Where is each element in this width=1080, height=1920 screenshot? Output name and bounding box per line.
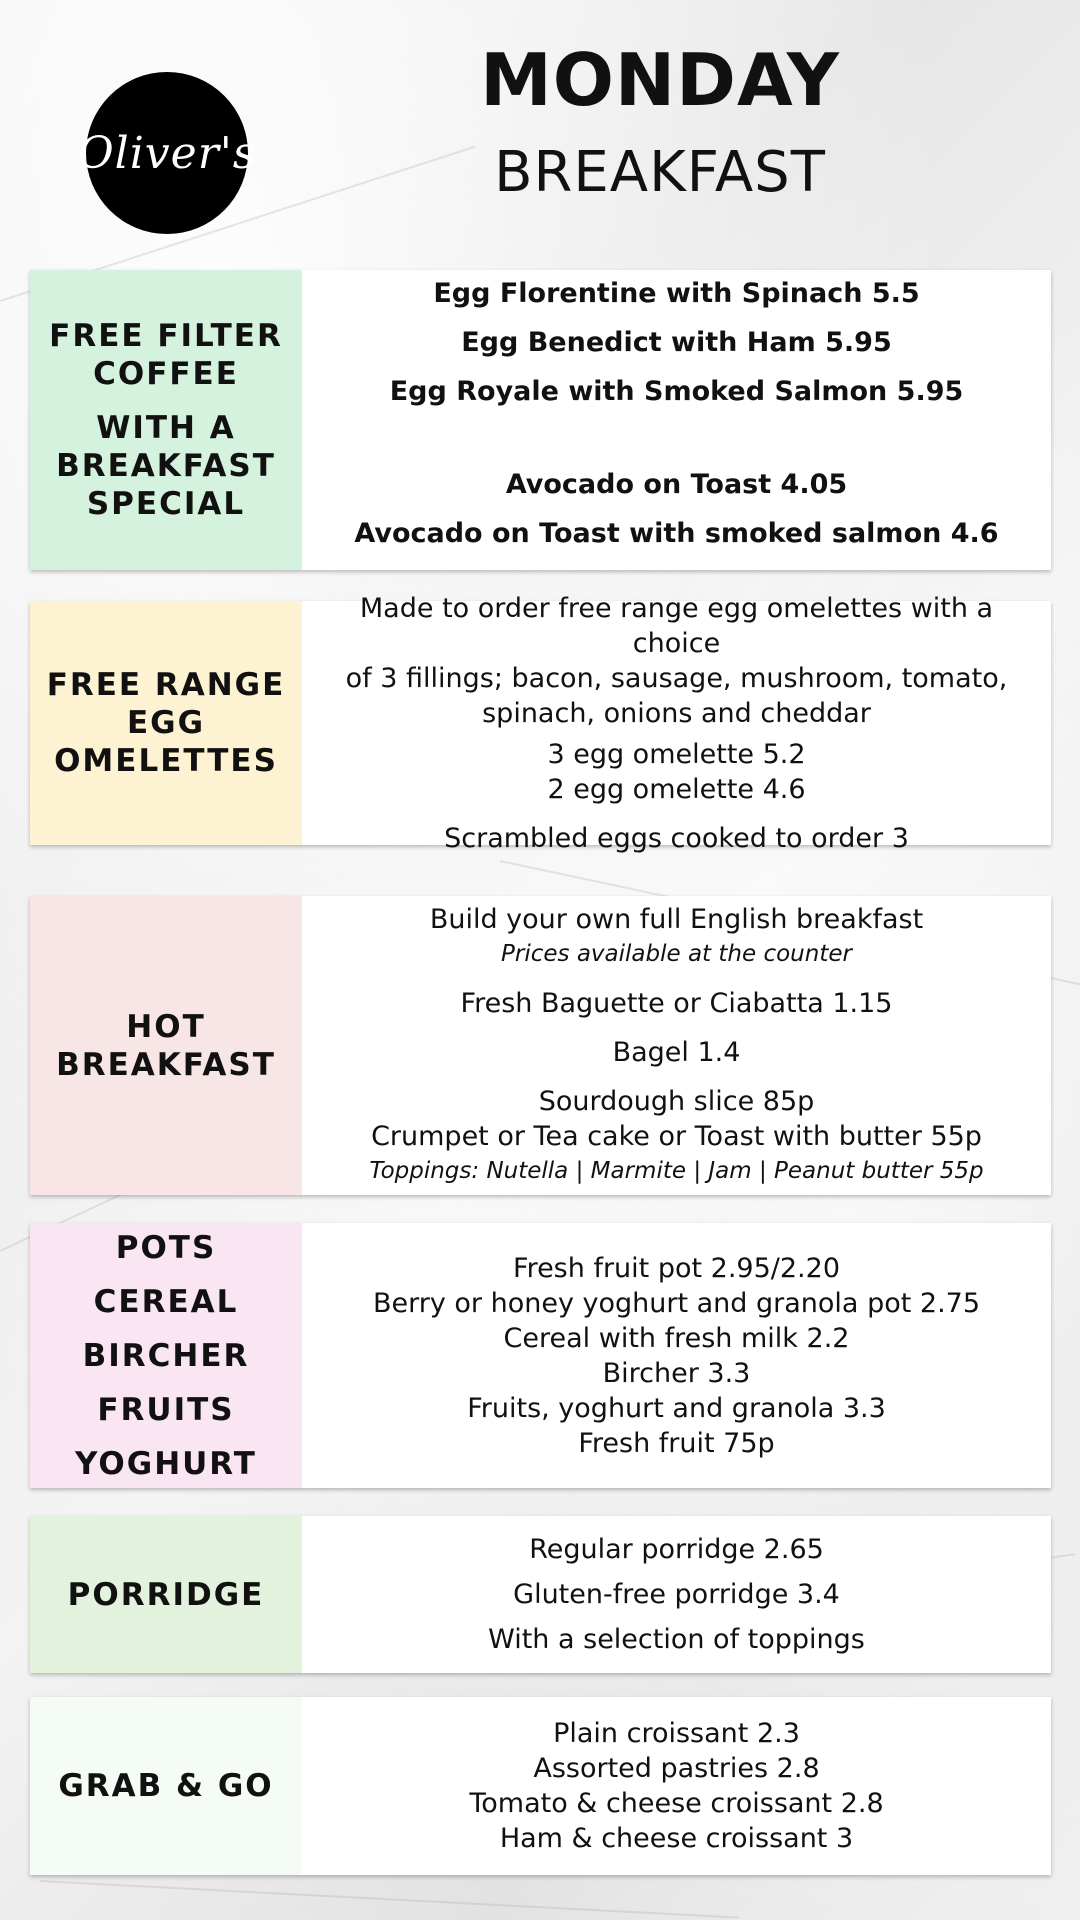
section-label — [30, 1516, 302, 1673]
marble-vein — [40, 1880, 739, 1919]
logo-text: Oliver's — [77, 127, 257, 179]
label-line: BIRCHER — [82, 1337, 250, 1374]
toppings-note: Toppings: Nutella | Marmite | Jam | Peanut butter 55p — [369, 1158, 984, 1184]
label-line: FRUITS — [97, 1391, 235, 1428]
section-label — [30, 270, 302, 570]
menu-item: Scrambled eggs cooked to order 3 — [444, 822, 909, 854]
menu-item: Sourdough slice 85p — [538, 1086, 815, 1117]
menu-item: Ham & cheese croissant 3 — [499, 1823, 854, 1854]
menu-item: 2 egg omelette 4.6 — [547, 773, 806, 805]
menu-item: Fresh fruit pot 2.95/2.20 — [513, 1252, 840, 1284]
label-line: COFFEE — [93, 356, 239, 392]
section-breakfast-special — [30, 270, 1051, 570]
section-grab-and-go — [30, 1697, 1051, 1875]
menu-item: 3 egg omelette 5.2 — [547, 738, 806, 770]
section-porridge — [30, 1516, 1051, 1673]
menu-item: Fresh Baguette or Ciabatta 1.15 — [460, 988, 893, 1019]
label-line: GRAB & GO — [58, 1768, 274, 1804]
section-content — [302, 1516, 1051, 1673]
section-label — [30, 896, 302, 1195]
meal-title: BREAKFAST — [494, 140, 826, 205]
menu-item: Plain croissant 2.3 — [553, 1718, 800, 1749]
label-line: BREAKFAST — [56, 1046, 276, 1083]
menu-item: Gluten-free porridge 3.4 — [513, 1579, 840, 1610]
label-line: POTS — [115, 1229, 217, 1266]
section-label — [30, 1223, 302, 1488]
menu-item: Avocado on Toast 4.05 — [505, 469, 848, 500]
section-pots — [30, 1223, 1051, 1488]
label-line: PORRIDGE — [67, 1576, 265, 1613]
section-hot-breakfast — [30, 896, 1051, 1195]
intro-text: Build your own full English breakfast — [429, 904, 924, 935]
menu-item: Regular porridge 2.65 — [529, 1534, 824, 1565]
section-content — [302, 270, 1051, 570]
section-label — [30, 601, 302, 845]
menu-item: Crumpet or Tea cake or Toast with butter 55p — [371, 1121, 982, 1152]
description-line: Made to order free range egg omelettes with a choice — [359, 592, 994, 659]
price-note: Prices available at the counter — [501, 941, 852, 967]
label-line: FREE FILTER — [49, 318, 283, 354]
section-content — [302, 1697, 1051, 1875]
menu-item: Berry or honey yoghurt and granola pot 2.75 — [372, 1287, 981, 1319]
oliver-logo — [77, 72, 257, 234]
menu-item: Avocado on Toast with smoked salmon 4.6 — [354, 518, 999, 549]
label-line: HOT — [126, 1008, 206, 1045]
label-line: SPECIAL — [86, 486, 246, 522]
menu-item: Egg Benedict with Ham 5.95 — [461, 327, 892, 358]
menu-item: Tomato & cheese croissant 2.8 — [469, 1788, 884, 1819]
description-line: of 3 fillings; bacon, sausage, mushroom, tomato, — [345, 662, 1008, 694]
menu-item: Bircher 3.3 — [602, 1357, 751, 1389]
label-line: BREAKFAST — [56, 448, 276, 484]
menu-item: Fruits, yoghurt and granola 3.3 — [467, 1392, 886, 1424]
label-line: WITH A — [96, 410, 236, 446]
label-line: CEREAL — [93, 1283, 239, 1320]
menu-item: With a selection of toppings — [488, 1624, 865, 1655]
menu-item: Egg Florentine with Spinach 5.5 — [433, 278, 920, 309]
section-label — [30, 1697, 302, 1875]
day-title: MONDAY — [480, 38, 840, 122]
description-line: spinach, onions and cheddar — [482, 697, 871, 729]
section-content — [302, 592, 1051, 854]
menu-item: Cereal with fresh milk 2.2 — [503, 1322, 850, 1354]
section-omelettes — [30, 592, 1051, 854]
section-content — [302, 896, 1051, 1195]
menu-item: Assorted pastries 2.8 — [533, 1753, 820, 1784]
menu-item: Egg Royale with Smoked Salmon 5.95 — [389, 376, 964, 407]
label-line: YOGHURT — [75, 1445, 257, 1482]
menu-item: Bagel 1.4 — [612, 1037, 741, 1068]
label-line: FREE RANGE — [46, 667, 286, 703]
menu-item: Fresh fruit 75p — [578, 1427, 775, 1459]
label-line: OMELETTES — [54, 743, 278, 779]
label-line: EGG — [126, 705, 206, 741]
section-content — [302, 1223, 1051, 1488]
